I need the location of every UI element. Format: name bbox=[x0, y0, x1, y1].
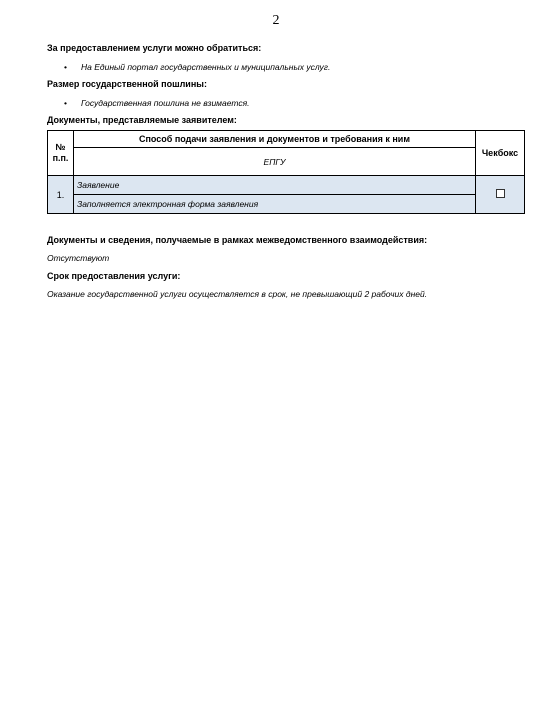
table-subheader-row bbox=[48, 148, 525, 176]
table-row bbox=[48, 195, 525, 214]
document-content bbox=[47, 43, 525, 300]
checkbox[interactable] bbox=[496, 189, 505, 198]
list-item-text: Государственная пошлина не взимается. bbox=[81, 98, 250, 108]
subheader-epgu: ЕПГУ bbox=[74, 148, 476, 176]
section-heading-interagency: Документы и сведения, получаемые в рамках межведомственного взаимодействия: bbox=[47, 235, 428, 245]
section-heading-where-to-apply: За предоставлением услуги можно обратиться: bbox=[47, 43, 262, 53]
term-text: Оказание государственной услуги осуществляется в срок, не превышающий 2 рабочих дней. bbox=[47, 289, 428, 299]
section-heading-documents: Документы, представляемые заявителем: bbox=[47, 115, 237, 125]
header-number: № п.п. bbox=[48, 131, 74, 176]
header-checkbox: Чекбокс bbox=[476, 131, 525, 176]
list-item bbox=[47, 98, 525, 109]
page-number: 2 bbox=[272, 13, 280, 28]
row-requirement: Заполняется электронная форма заявления bbox=[74, 195, 476, 214]
section-heading-fee: Размер государственной пошлины: bbox=[47, 79, 207, 89]
interagency-text: Отсутствуют bbox=[47, 253, 110, 263]
bullet-icon: • bbox=[64, 62, 67, 72]
table-row bbox=[48, 176, 525, 195]
list-item bbox=[47, 62, 525, 73]
row-document: Заявление bbox=[74, 176, 476, 195]
bullet-icon: • bbox=[64, 98, 67, 108]
documents-table bbox=[47, 130, 525, 214]
row-checkbox-cell bbox=[476, 176, 525, 214]
list-item-text: На Единый портал государственных и муниципальных услуг. bbox=[81, 62, 331, 72]
header-method: Способ подачи заявления и документов и требования к ним bbox=[74, 131, 476, 148]
section-heading-term: Срок предоставления услуги: bbox=[47, 271, 181, 281]
table-header-row bbox=[48, 131, 525, 148]
row-number: 1. bbox=[48, 176, 74, 214]
